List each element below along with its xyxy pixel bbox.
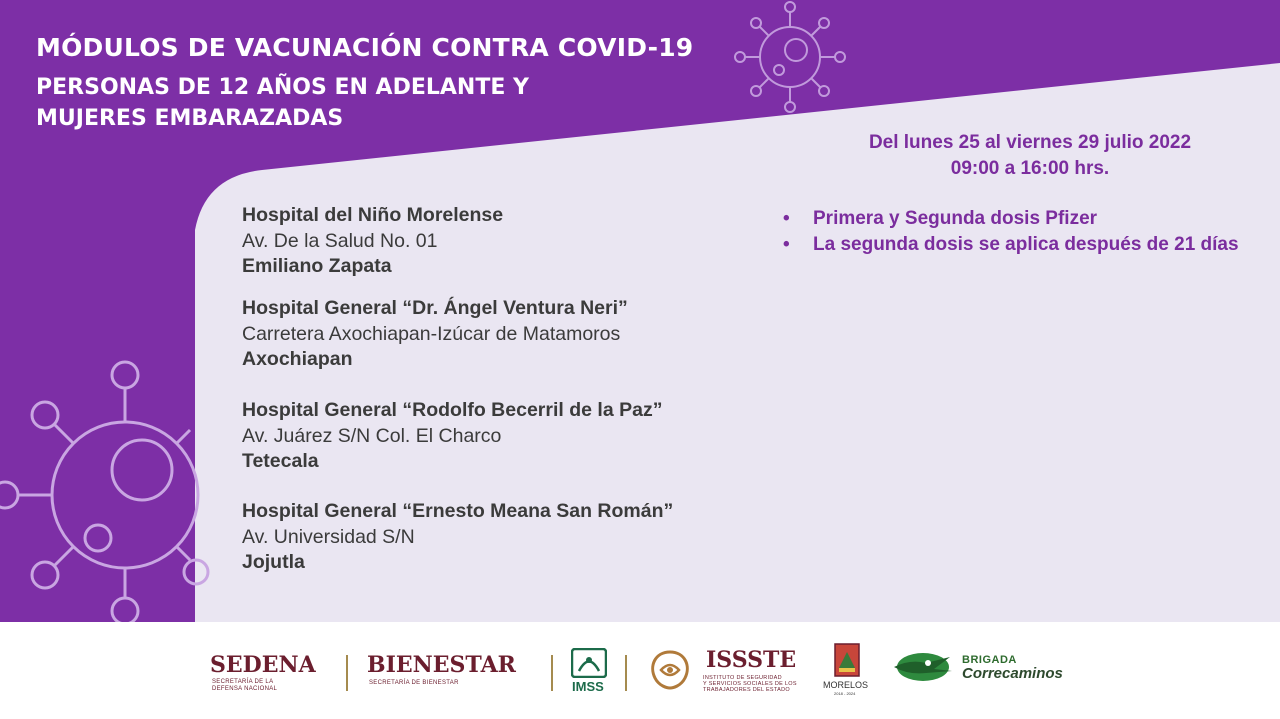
bienestar-logo: BIENESTAR — [367, 652, 516, 678]
issste-subtitle — [703, 675, 797, 693]
hospital-name: Hospital General “Rodolfo Becerril de la Paz” — [242, 399, 663, 421]
issste-subtitle-line: Y SERVICIOS SOCIALES DE LOS — [703, 681, 797, 687]
sedena-logo: SEDENA — [210, 652, 316, 678]
hospital-town: Emiliano Zapata — [242, 255, 392, 277]
page-subtitle — [36, 72, 529, 134]
subtitle-line: PERSONAS DE 12 AÑOS EN ADELANTE Y — [36, 75, 529, 100]
divider — [625, 655, 627, 691]
imss-icon — [571, 648, 607, 678]
correcaminos-label: Correcaminos — [962, 665, 1063, 682]
hospital-town: Axochiapan — [242, 348, 353, 370]
schedule-dates: Del lunes 25 al viernes 29 julio 2022 — [868, 132, 1192, 153]
divider — [346, 655, 348, 691]
issste-icon — [645, 648, 695, 692]
brigada-label: BRIGADA — [962, 654, 1017, 666]
hospital-name: Hospital del Niño Morelense — [242, 204, 504, 226]
morelos-icon — [833, 642, 861, 678]
hospital-name: Hospital General “Ernesto Meana San Román” — [242, 500, 674, 522]
divider — [551, 655, 553, 691]
imss-label: IMSS — [572, 679, 604, 694]
hospital-address: Av. Juárez S/N Col. El Charco — [242, 424, 502, 447]
hospital-name: Hospital General “Dr. Ángel Ventura Neri” — [242, 297, 628, 319]
sedena-subtitle — [212, 679, 277, 693]
sedena-subtitle-line: DEFENSA NACIONAL — [212, 686, 278, 692]
subtitle-line: MUJERES EMBARAZADAS — [36, 106, 344, 131]
schedule-hours: 09:00 a 16:00 hrs. — [950, 158, 1110, 179]
morelos-years: 2018 - 2024 — [834, 691, 856, 696]
morelos-label: MORELOS — [823, 680, 869, 690]
list-item: • Primera y Segunda dosis Pfizer — [781, 206, 1275, 232]
hospital-entry — [242, 499, 673, 576]
issste-subtitle-line: TRABAJADORES DEL ESTADO — [703, 687, 790, 693]
hospital-address: Av. De la Salud No. 01 — [242, 229, 438, 252]
hospital-town: Tetecala — [242, 450, 319, 472]
bienestar-subtitle: SECRETARÍA DE BIENESTAR — [369, 680, 459, 686]
list-item: • La segunda dosis se aplica después de 21 días — [781, 232, 1275, 258]
issste-subtitle-line: INSTITUTO DE SEGURIDAD — [703, 675, 782, 681]
hospital-town: Jojutla — [242, 551, 305, 573]
hospital-entry — [242, 398, 662, 475]
hospital-address: Av. Universidad S/N — [242, 525, 415, 548]
issste-logo: ISSSTE — [706, 647, 797, 673]
schedule — [820, 130, 1240, 182]
notes-list — [781, 206, 1275, 258]
page-title: MÓDULOS DE VACUNACIÓN CONTRA COVID-19 — [36, 33, 694, 62]
runner-icon — [890, 649, 956, 685]
hospital-address: Carretera Axochiapan-Izúcar de Matamoros — [242, 322, 621, 345]
hospital-entry — [242, 203, 503, 280]
hospital-entry — [242, 296, 628, 373]
logo-footer — [0, 622, 1280, 719]
sedena-subtitle-line: SECRETARÍA DE LA — [212, 679, 274, 685]
